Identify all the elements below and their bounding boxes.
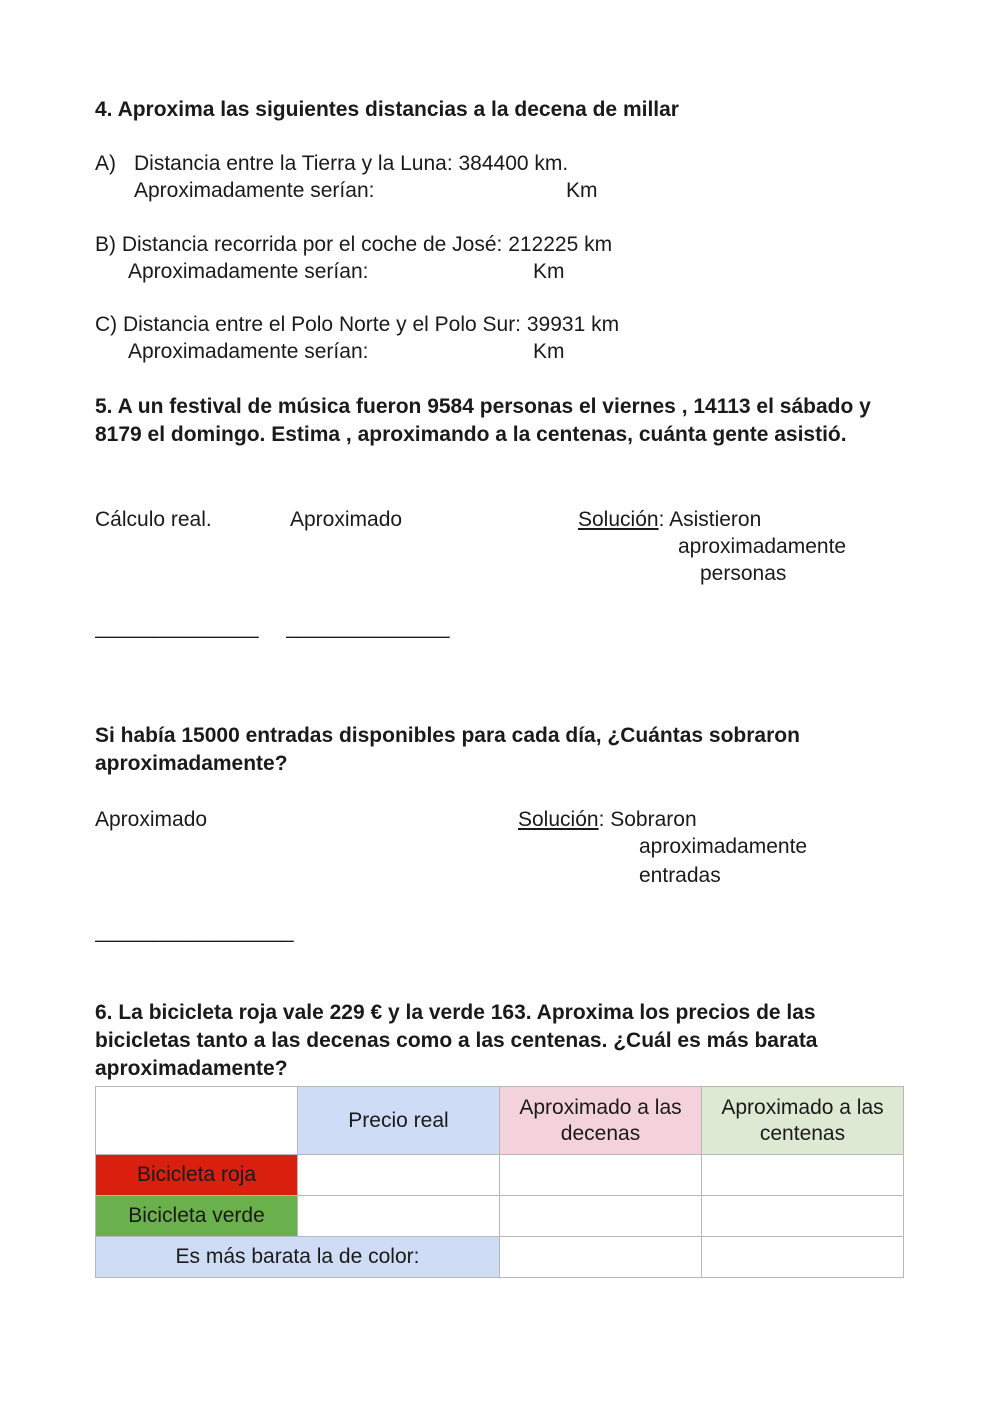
q5b-solution-line2: aproximadamente [639,835,808,858]
cell-verde-precio-real[interactable] [298,1196,500,1237]
q5-answer-blank-real[interactable]: ______________ [95,616,259,639]
q5-solution-label: Solución [578,508,659,531]
q6-title: 6. La bicicleta roja vale 229 € y la verde 163. Aproxima los precios de las bicicletas tanto a las decenas como a las centenas. ¿Cuál es más barata aproximadamente? [95,1001,818,1080]
table-row [96,1196,904,1237]
q5-title: 5. A un festival de música fueron 9584 personas el viernes , 14113 el sábado y 8179 el domingo. Estima , aproximando a la centenas, cuánta gente asistió. [95,395,871,446]
q5-solution-line2: aproximadamente [678,535,847,558]
header-aprox-centenas: Aproximado a las centenas [702,1087,904,1155]
q5-solution [578,506,761,533]
table-header-row [96,1087,904,1155]
q5-solution-line1: : Asistieron [658,508,762,531]
cell-roja-centenas[interactable] [702,1155,904,1196]
q4-a-label: A) [95,152,116,175]
q5b-title: Si había 15000 entradas disponibles para cada día, ¿Cuántas sobraron aproximadamente? [95,724,800,775]
price-table [95,1086,904,1278]
cell-mas-barata-decenas[interactable] [500,1237,702,1278]
q4-b-unit: Km [533,260,565,283]
row-label-mas-barata: Es más barata la de color: [96,1237,500,1278]
table-corner-cell [96,1087,298,1155]
cell-roja-precio-real[interactable] [298,1155,500,1196]
q5b-solution-label: Solución [518,808,599,831]
header-precio-real: Precio real [298,1087,500,1155]
cell-mas-barata-centenas[interactable] [702,1237,904,1278]
q5-approx-label: Aproximado [290,508,403,531]
q5-calc-label: Cálculo real. [95,508,212,531]
q4-b-approx-label: Aproximadamente serían: [128,260,369,283]
q4-b-text: B) Distancia recorrida por el coche de José: 212225 km [95,233,613,256]
q5b-approx-label: Aproximado [95,808,208,831]
cell-roja-decenas[interactable] [500,1155,702,1196]
cell-verde-centenas[interactable] [702,1196,904,1237]
table-row [96,1155,904,1196]
q5b-solution-line1: : Sobraron [598,808,697,831]
table-row [96,1237,904,1278]
q5b-solution-line3: entradas [639,864,721,887]
q4-c-text: C) Distancia entre el Polo Norte y el Polo Sur: 39931 km [95,313,620,336]
q4-a-approx-label: Aproximadamente serían: [134,179,375,202]
q4-c-approx-label: Aproximadamente serían: [128,340,369,363]
q4-c-unit: Km [533,340,565,363]
q4-a-unit: Km [566,179,598,202]
cell-verde-decenas[interactable] [500,1196,702,1237]
q4-a-text: Distancia entre la Tierra y la Luna: 384400 km. [134,152,569,175]
q5b-solution [518,806,697,833]
q4-title: 4. Aproxima las siguientes distancias a la decena de millar [95,98,679,121]
row-label-bicicleta-verde: Bicicleta verde [96,1196,298,1237]
row-label-bicicleta-roja: Bicicleta roja [96,1155,298,1196]
q5-answer-blank-approx[interactable]: ______________ [286,616,450,639]
q5b-answer-blank[interactable]: _________________ [95,920,294,943]
header-aprox-decenas: Aproximado a las decenas [500,1087,702,1155]
q5-solution-line3: personas [700,562,787,585]
